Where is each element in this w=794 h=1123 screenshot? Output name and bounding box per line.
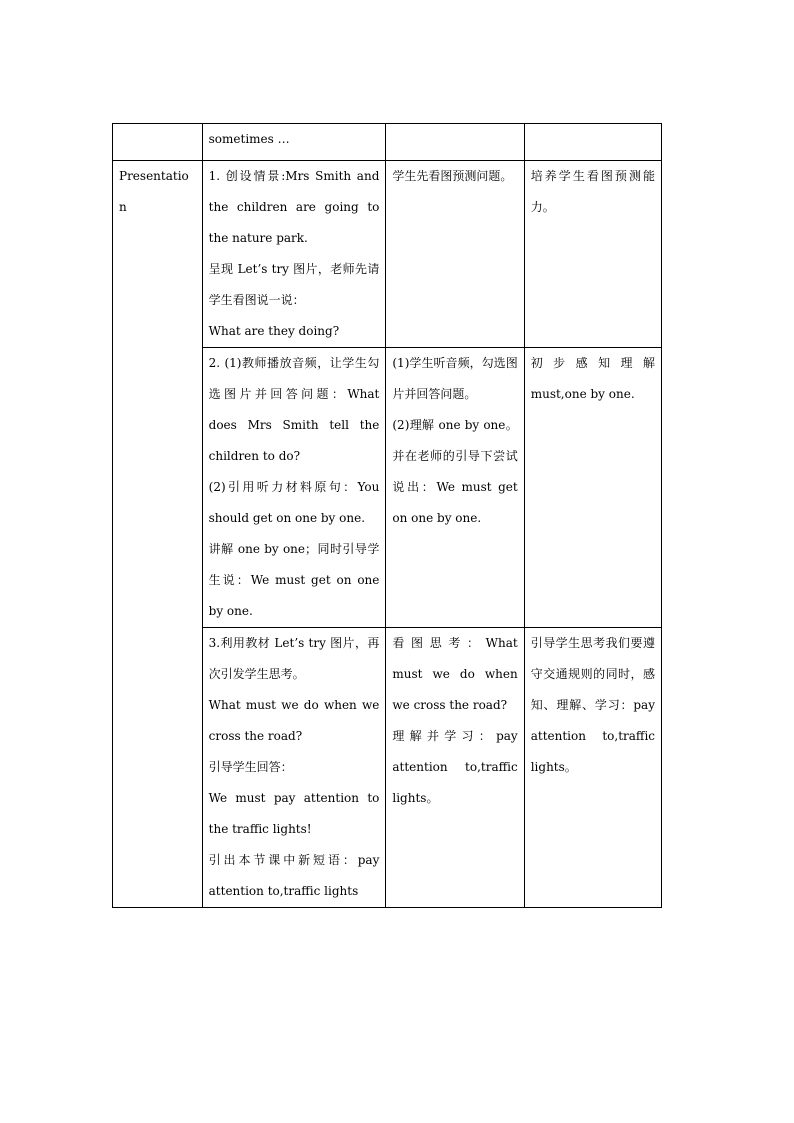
student-activity-cell bbox=[386, 161, 524, 348]
student-activity-text: (1)学生听音频，勾选图片并回答问题。 bbox=[392, 356, 518, 401]
student-activity-text: 理解并学习：pay attention to,traffic lights。 bbox=[392, 729, 518, 805]
teacher-activity-text: sometimes … bbox=[208, 132, 290, 146]
teacher-activity-text: 引导学生回答： bbox=[208, 760, 293, 774]
design-purpose-cell bbox=[524, 628, 661, 908]
design-purpose-cell bbox=[524, 161, 661, 348]
step-label: Presentation bbox=[119, 169, 189, 214]
student-activity-text: 学生先看图预测问题。 bbox=[392, 169, 513, 183]
table-row bbox=[113, 124, 662, 161]
teacher-activity-cell bbox=[202, 348, 386, 628]
design-purpose-text: 培养学生看图预测能力。 bbox=[530, 169, 655, 214]
design-purpose-text: 引导学生思考我们要遵守交通规则的同时，感知、理解、学习：pay attention to,traffic lights。 bbox=[530, 636, 655, 774]
teacher-activity-text: 3.利用教材 Let’s try 图片，再次引发学生思考。 bbox=[208, 636, 380, 681]
teacher-activity-text: What are they doing? bbox=[208, 324, 340, 338]
teacher-activity-text: 2. (1)教师播放音频，让学生勾选图片并回答问题：What does Mrs Smith tell the children to do? bbox=[208, 356, 380, 463]
step-cell bbox=[113, 124, 203, 161]
student-activity-cell bbox=[386, 348, 524, 628]
teacher-activity-text: 讲解 one by one；同时引导学生说：We must get on one by one. bbox=[208, 542, 380, 618]
teacher-activity-cell bbox=[202, 124, 386, 161]
teacher-activity-cell bbox=[202, 161, 386, 348]
teacher-activity-text: (2)引用听力材料原句：You should get on one by one. bbox=[208, 480, 380, 525]
design-purpose-cell bbox=[524, 348, 661, 628]
design-purpose-cell bbox=[524, 124, 661, 161]
student-activity-cell bbox=[386, 124, 524, 161]
teacher-activity-text: 1. 创设情景:Mrs Smith and the children are going to the nature park. bbox=[208, 169, 380, 245]
teacher-activity-text: What must we do when we cross the road? bbox=[208, 698, 380, 743]
teacher-activity-text: We must pay attention to the traffic lights! bbox=[208, 791, 380, 836]
student-activity-text: 看图思考：What must we do when we cross the road? bbox=[392, 636, 518, 712]
teacher-activity-cell bbox=[202, 628, 386, 908]
table-row bbox=[113, 161, 662, 348]
design-purpose-text: 初步感知理解 must,one by one. bbox=[530, 356, 655, 401]
teacher-activity-text: 引出本节课中新短语：pay attention to,traffic lights bbox=[208, 853, 380, 898]
step-cell bbox=[113, 161, 203, 908]
lesson-plan-table bbox=[112, 123, 662, 908]
student-activity-text: (2)理解 one by one。并在老师的引导下尝试说出：We must get on one by one. bbox=[392, 418, 518, 525]
student-activity-cell bbox=[386, 628, 524, 908]
teacher-activity-text: 呈现 Let’s try 图片，老师先请学生看图说一说： bbox=[208, 262, 380, 307]
